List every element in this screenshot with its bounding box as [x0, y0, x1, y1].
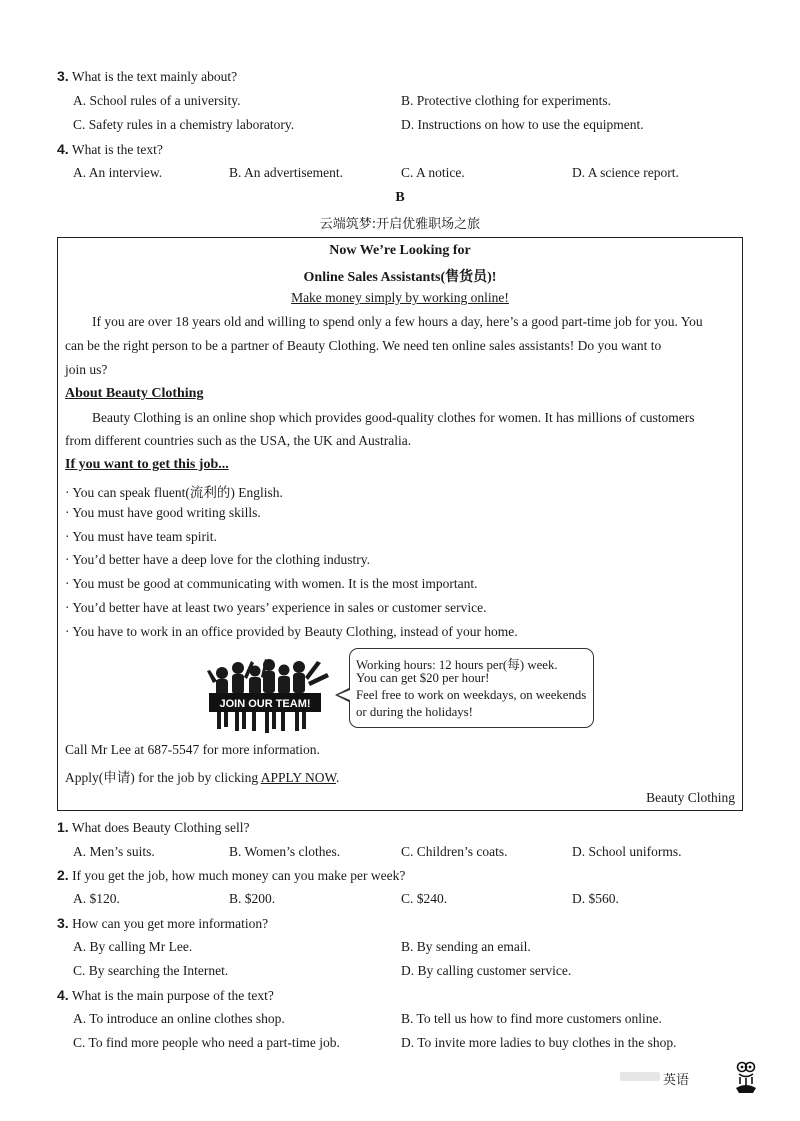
question-3-a — [57, 68, 237, 85]
bubble-line: You can get $20 per hour! — [356, 671, 490, 685]
option-d[interactable]: D. To invite more ladies to buy clothes in the shop. — [401, 1035, 677, 1050]
question-3-b — [57, 915, 268, 932]
question-text: How can you get more information? — [72, 916, 269, 931]
ad-heading-1: Now We’re Looking for — [329, 243, 471, 258]
apply-prefix: Apply(申请) for the job by clicking — [65, 770, 261, 785]
about-heading: About Beauty Clothing — [65, 386, 204, 401]
apply-line — [65, 766, 339, 786]
apply-now-link[interactable]: APPLY NOW — [260, 770, 337, 785]
bubble-line: Feel free to work on weekdays, on weekends — [356, 688, 587, 702]
question-number: 2. — [57, 867, 69, 883]
question-4-a — [57, 141, 163, 158]
requirement-item: · You must have team spirit. — [65, 529, 217, 544]
requirement-item: · You have to work in an office provided by Beauty Clothing, instead of your home. — [65, 624, 518, 639]
option-a[interactable]: A. School rules of a university. — [73, 93, 241, 108]
question-text: If you get the job, how much money can you make per week? — [72, 868, 406, 883]
question-number: 4. — [57, 987, 69, 1003]
about-line: from different countries such as the USA, the UK and Australia. — [65, 433, 412, 448]
option-b[interactable]: B. To tell us how to find more customers online. — [401, 1011, 662, 1026]
question-2-b — [57, 867, 405, 884]
option-a[interactable]: A. An interview. — [73, 165, 163, 180]
speech-bubble-tail-inner — [338, 690, 350, 700]
requirements-heading: If you want to get this job... — [65, 457, 229, 472]
option-a[interactable]: A. By calling Mr Lee. — [73, 939, 193, 954]
footer-subject: 英语 — [663, 1073, 690, 1088]
option-c[interactable]: C. By searching the Internet. — [73, 963, 229, 978]
mascot-icon — [733, 1060, 759, 1094]
option-d[interactable]: D. School uniforms. — [572, 844, 682, 859]
option-b[interactable]: B. Women’s clothes. — [229, 844, 341, 859]
question-text: What does Beauty Clothing sell? — [71, 820, 250, 835]
ad-intro-line: join us? — [65, 362, 108, 377]
ad-signature: Beauty Clothing — [646, 790, 735, 805]
bubble-line: or during the holidays! — [356, 705, 473, 719]
question-text: What is the main purpose of the text? — [71, 988, 274, 1003]
ad-intro-line: can be the right person to be a partner of Beauty Clothing. We need ten online sales assistants! Do you want to — [65, 338, 662, 353]
option-a[interactable]: A. $120. — [73, 891, 120, 906]
question-text: What is the text mainly about? — [71, 69, 238, 84]
bubble-line: Working hours: 12 hours per(每) week. — [356, 658, 558, 672]
section-chinese-title: 云端筑梦:开启优雅职场之旅 — [319, 217, 481, 232]
requirement-item: · You must have good writing skills. — [65, 505, 261, 520]
join-our-team-illustration — [205, 655, 333, 737]
requirement-item: · You can speak fluent(流利的) English. — [65, 485, 283, 500]
option-b[interactable]: B. An advertisement. — [229, 165, 343, 180]
question-number: 1. — [57, 819, 69, 835]
ad-intro-line: If you are over 18 years old and willing to spend only a few hours a day, here’s a good part-time job for you. You — [92, 314, 703, 329]
footer-faded-logo — [620, 1072, 660, 1081]
question-1-b — [57, 819, 250, 836]
question-4-b — [57, 987, 274, 1004]
question-number: 4. — [57, 141, 69, 157]
ad-heading-2: Online Sales Assistants(售货员)! — [303, 270, 497, 285]
requirement-item: · You must be good at communicating with women. It is the most important. — [65, 576, 478, 591]
question-number: 3. — [57, 68, 69, 84]
option-c[interactable]: C. A notice. — [401, 165, 465, 180]
option-d[interactable]: D. $560. — [572, 891, 619, 906]
contact-line: Call Mr Lee at 687-5547 for more information. — [65, 742, 320, 757]
section-letter: B — [395, 190, 405, 205]
option-c[interactable]: C. Children’s coats. — [401, 844, 508, 859]
option-d[interactable]: D. A science report. — [572, 165, 679, 180]
option-c[interactable]: C. To find more people who need a part-time job. — [73, 1035, 340, 1050]
banner-text: JOIN OUR TEAM! — [219, 698, 311, 710]
option-b[interactable]: B. Protective clothing for experiments. — [401, 93, 611, 108]
about-line: Beauty Clothing is an online shop which provides good-quality clothes for women. It has millions of customers — [92, 410, 695, 425]
option-d[interactable]: D. By calling customer service. — [401, 963, 572, 978]
option-b[interactable]: B. By sending an email. — [401, 939, 531, 954]
option-a[interactable]: A. Men’s suits. — [73, 844, 155, 859]
question-number: 3. — [57, 915, 69, 931]
requirement-item: · You’d better have a deep love for the clothing industry. — [65, 552, 371, 567]
ad-subheading: Make money simply by working online! — [291, 290, 509, 305]
option-d[interactable]: D. Instructions on how to use the equipment. — [401, 117, 644, 132]
option-a[interactable]: A. To introduce an online clothes shop. — [73, 1011, 285, 1026]
option-c[interactable]: C. Safety rules in a chemistry laboratory. — [73, 117, 295, 132]
requirement-item: · You’d better have at least two years’ experience in sales or customer service. — [65, 600, 487, 615]
option-b[interactable]: B. $200. — [229, 891, 276, 906]
question-text: What is the text? — [71, 142, 163, 157]
option-c[interactable]: C. $240. — [401, 891, 448, 906]
apply-suffix: . — [336, 770, 340, 785]
